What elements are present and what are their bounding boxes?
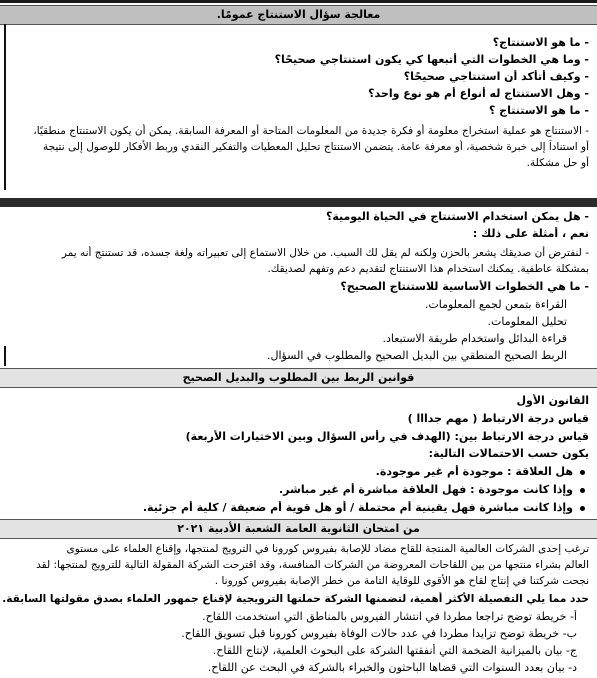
case-item: وإذا كانت موجودة : فهل العلاقة مباشرة أم غير مباشر. — [278, 483, 573, 496]
page-break-bar — [0, 198, 597, 207]
passage-line: نجحت شركتنا في إنتاج لقاح هو الأقوى للوقاية التامة من خطر الإصابة بفيروس كورونا . — [214, 575, 589, 587]
definition-line: أو حل مشكلة. — [526, 157, 589, 169]
example-line: بمشكلة عاطفية. يمكنك استخدام هذا الاستنتاج لتقديم دعم وتفهم لصديقك. — [267, 263, 589, 275]
section1-title: معالجة سؤال الاستنتاج عمومًا. — [0, 5, 597, 25]
passage-line: ترغب إحدى الشركات العالمية المنتجة للقاح مضاد للإصابة بفيروس كورونا في الترويج لمنتجها، وإقناع العلماء على مستوى — [66, 543, 589, 555]
measure-line: قياس درجة الارتباط بين: (الهدف في رأس السؤال وبين الاختيارات الأربعة) — [185, 430, 589, 443]
cases-intro: يكون حسب الاحتمالات التالية: — [428, 447, 589, 460]
question-line: - ما هو الاستنتاج ؟ — [488, 104, 589, 117]
case-item: وإذا كانت مباشرة فهل يقينية أم محتملة / أو هل قوية أم ضعيفة / كلية أم جزئية. — [142, 501, 573, 514]
bullet-icon — [580, 470, 585, 475]
question-line: - ما هو الاستنتاج؟ — [492, 36, 589, 49]
example-line: - لنفترض أن صديقك يشعر بالحزن ولكنه لم يقل لك السبب. من خلال الاستماع إلى تعبيراته ولغة جسده، قد تستنتج أنه يمر — [61, 247, 589, 259]
daily-life-answer: نعم ، أمثلة على ذلك : — [472, 227, 589, 240]
left-margin-rule — [4, 24, 6, 190]
question-line: - وكيف أتأكد أن استنتاجي صحيحًا؟ — [403, 70, 589, 83]
step-item: القراءة بتمعن لجمع المعلومات. — [424, 298, 567, 311]
answer-option: د- بيان بعدد السنوات التي قضاها الباحثون والخبراء بالشركة في البحث عن اللقاح. — [207, 661, 577, 674]
bullet-icon — [580, 488, 585, 493]
step-item: الربط الصحيح المنطقي بين البديل الصحيح والمطلوب في السؤال. — [266, 349, 567, 362]
top-border — [0, 0, 597, 3]
law-title: القانون الأول — [516, 394, 589, 407]
exam-question: حدد مما يلي التفصيلة الأكثر أهمية، لتضمنها الشركة حملتها الترويجية لإقناع جمهور العلماء بصدق مقولتها السابقة. — [2, 593, 589, 605]
question-line: - وهل الاستنتاج له أنواع أم هو نوع واحد؟ — [368, 87, 589, 100]
section4-title: من امتحان الثانوية العامة الشعبة الأدبية ٢٠٢١ — [0, 519, 597, 539]
left-margin-rule — [4, 346, 6, 366]
steps-question: - ما هي الخطوات الأساسية للاستنتاج الصحيح؟ — [340, 280, 589, 293]
measure-line: قياس درجة الارتباط ( مهم جدااا ) — [407, 412, 589, 425]
step-item: قراءة البدائل واستخدام طريقة الاستبعاد. — [382, 332, 567, 345]
answer-option: أ- خريطة توضح تراجعا مطردا في انتشار الفيروس بالمناطق التي استخدمت اللقاح. — [202, 610, 577, 623]
answer-option: ب- خريطة توضح تزايدا مطردا في عدد حالات الوفاة بفيروس كورونا قبل تسويق اللقاح. — [181, 627, 577, 640]
definition-line: أو استناداً إلى خبرة شخصية، أو معرفة عامة. يتضمن الاستنتاج تحليل المعطيات والتفكير النقدي وربط الأفكار للوصول إلى نتيجة — [42, 141, 589, 153]
case-item: هل العلاقة : موجودة أم غير موجودة. — [375, 465, 573, 478]
section3-title: قوانين الربط بين المطلوب والبديل الصحيح — [0, 368, 597, 388]
passage-line: العالم بشراء منتجها من بين اللقاحات المعروضة من الشركات المنافسة، وقد اقترحت الشركة المقولة التالية للترويج لمنتجها: لقد — [36, 559, 589, 571]
definition-line: - الاستنتاج هو عملية استخراج معلومة أو فكرة جديدة من المعلومات المتاحة أو المعرفة السابقة. يمكن أن يكون الاستنتاج منطقيًا، — [33, 125, 589, 137]
daily-life-question: - هل يمكن استخدام الاستنتاج في الحياة اليومية؟ — [325, 210, 589, 223]
question-line: - وما هي الخطوات التي أتبعها كي يكون استنتاجي صحيحًا؟ — [274, 53, 589, 66]
bullet-icon — [580, 506, 585, 511]
answer-option: ج- بيان بالميزانية الضخمة التي أنفقتها الشركة على البحوث العلمية، لإنتاج اللقاح. — [212, 644, 577, 657]
step-item: تحليل المعلومات. — [487, 315, 567, 328]
